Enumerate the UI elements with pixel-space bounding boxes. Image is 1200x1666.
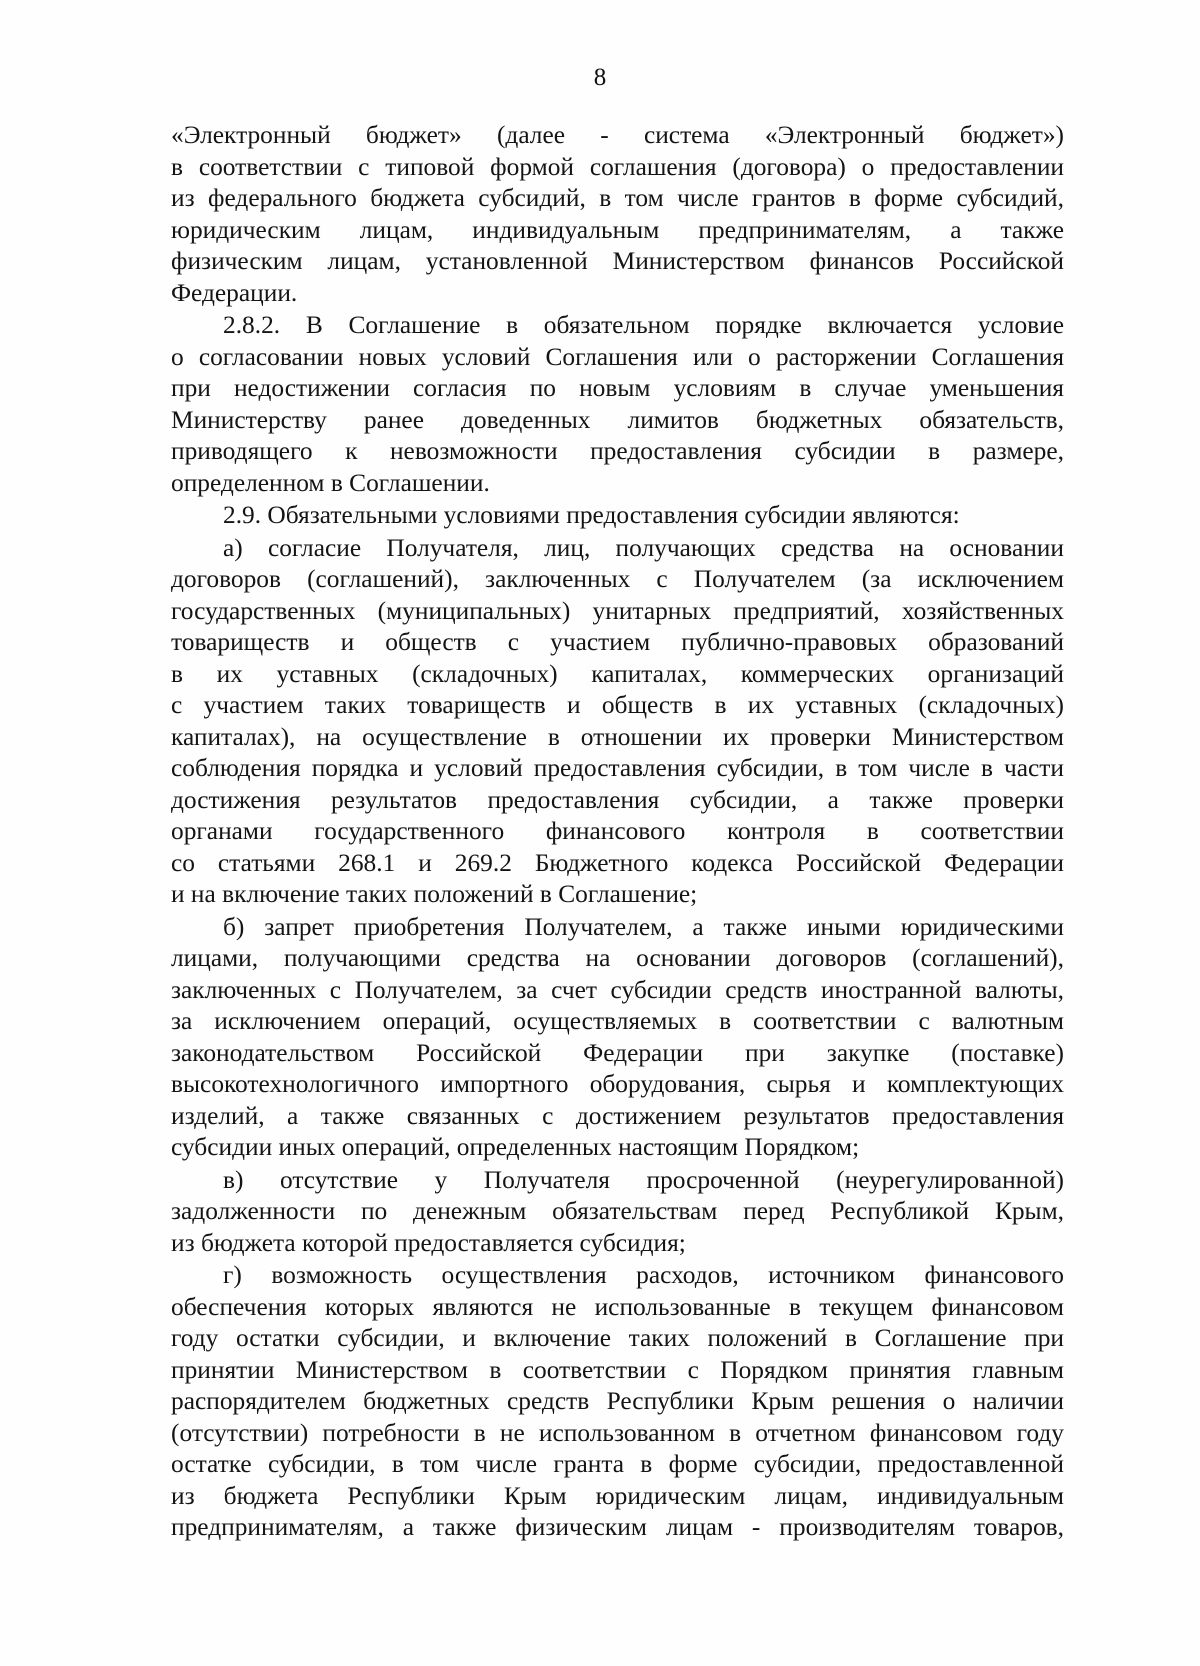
text-line: субсидии иных операций, определенных настоящим Порядком; — [171, 1133, 860, 1161]
text-line: за исключением операций, осуществляемых в соответствии с валютным — [171, 1007, 1064, 1035]
text-line: со статьями 268.1 и 269.2 Бюджетного кодекса Российской Федерации — [171, 848, 1064, 877]
text-line: физическим лицам, установленной Министерством финансов Российской — [171, 247, 1064, 275]
text-line: заключенных с Получателем, за счет субсидии средств иностранной валюты, — [171, 975, 1064, 1004]
text-line: обеспечения которых являются не использованные в текущем финансовом — [171, 1292, 1064, 1321]
text-line: с участием таких товариществ и обществ в их уставных (складочных) — [171, 691, 1064, 719]
text-line: принятии Министерством в соответствии с Порядком принятия главным — [171, 1355, 1064, 1384]
text-line: г) возможность осуществления расходов, источником финансового — [223, 1261, 1064, 1289]
text-line: высокотехнологичного импортного оборудования, сырья и комплектующих — [171, 1070, 1064, 1098]
text-line: органами государственного финансового контроля в соответствии — [171, 817, 1064, 845]
text-line: распорядителем бюджетных средств Республики Крым решения о наличии — [171, 1387, 1064, 1415]
text-line: лицами, получающими средства на основании договоров (соглашений), — [171, 944, 1064, 972]
text-line: Федерации. — [171, 278, 298, 307]
text-line: приводящего к невозможности предоставления субсидии в размере, — [171, 437, 1064, 465]
text-line: (отсутствии) потребности в не использованном в отчетном финансовом году — [171, 1418, 1064, 1447]
text-line: в соответствии с типовой формой соглашения (договора) о предоставлении — [171, 152, 1064, 181]
text-line: 2.8.2. В Соглашение в обязательном порядке включается условие — [223, 311, 1064, 339]
text-line: договоров (соглашений), заключенных с Получателем (за исключением — [171, 565, 1064, 593]
document-body — [171, 120, 1064, 1544]
text-line: изделий, а также связанных с достижением результатов предоставления — [171, 1101, 1064, 1130]
text-line: при недостижении согласия по новым условиям в случае уменьшения — [171, 374, 1064, 402]
text-line: достижения результатов предоставления субсидии, а также проверки — [171, 785, 1064, 814]
text-line: капиталах), на осуществление в отношении их проверки Министерством — [171, 722, 1064, 751]
text-line: соблюдения порядка и условий предоставления субсидии, в том числе в части — [171, 754, 1064, 782]
text-line: из бюджета которой предоставляется субсидия; — [171, 1228, 686, 1257]
text-line: а) согласие Получателя, лиц, получающих средства на основании — [223, 533, 1064, 562]
text-line: юридическим лицам, индивидуальным предпринимателям, а также — [171, 215, 1064, 244]
text-line: остатке субсидии, в том числе гранта в форме субсидии, предоставленной — [171, 1450, 1064, 1478]
text-line: «Электронный бюджет» (далее - система «Электронный бюджет») — [171, 121, 1064, 149]
page-number: 8 — [593, 64, 607, 91]
text-line: законодательством Российской Федерации при закупке (поставке) — [171, 1038, 1064, 1067]
text-line: году остатки субсидии, и включение таких положений в Соглашение при — [171, 1324, 1064, 1352]
text-line: предпринимателям, а также физическим лицам - производителям товаров, — [171, 1513, 1064, 1541]
text-line: 2.9. Обязательными условиями предоставления субсидии являются: — [223, 501, 960, 529]
text-line: определенном в Соглашении. — [171, 468, 490, 497]
text-line: задолженности по денежным обязательствам перед Республикой Крым, — [171, 1197, 1064, 1225]
text-line: в) отсутствие у Получателя просроченной (неурегулированной) — [223, 1165, 1064, 1194]
text-line: из бюджета Республики Крым юридическим лицам, индивидуальным — [171, 1481, 1064, 1510]
text-line: б) запрет приобретения Получателем, а также иными юридическими — [223, 912, 1064, 941]
text-line: из федерального бюджета субсидий, в том числе грантов в форме субсидий, — [171, 184, 1064, 212]
text-line: в их уставных (складочных) капиталах, коммерческих организаций — [171, 659, 1064, 688]
text-line: о согласовании новых условий Соглашения или о расторжении Соглашения — [171, 342, 1064, 371]
text-line: товариществ и обществ с участием публично-правовых образований — [171, 628, 1064, 656]
text-line: государственных (муниципальных) унитарных предприятий, хозяйственных — [171, 596, 1064, 625]
text-line: Министерству ранее доведенных лимитов бюджетных обязательств, — [171, 405, 1064, 434]
text-line: и на включение таких положений в Соглашение; — [171, 880, 698, 908]
